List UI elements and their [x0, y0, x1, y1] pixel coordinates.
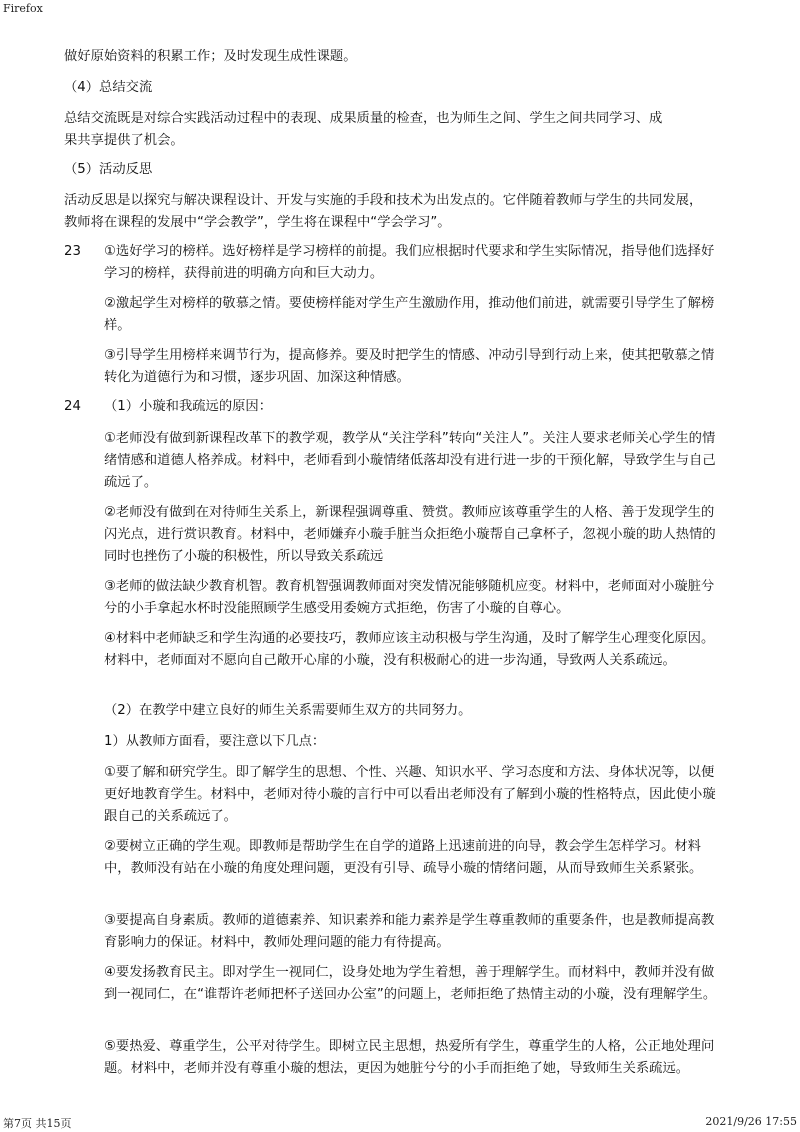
question-number: 24 [64, 399, 81, 414]
section-heading: （4）总结交流 [64, 80, 153, 95]
list-item: ③老师的做法缺少教育机智。教育机智强调教师面对突发情况能够随机应变。材料中，老师面对小璇脏兮兮的小手拿起水杯时没能照顾学生感受用委婉方式拒绝，伤害了小璇的自尊心。 [104, 579, 715, 616]
list-item: ④要发扬教育民主。即对学生一视同仁，设身处地为学生着想，善于理解学生。而材料中，教师并没有做到一视同仁，在“谁帮许老师把杯子送回办公室”的问题上，老师拒绝了热情主动的小璇，没有理解学生。 [104, 965, 717, 1002]
list-item: ①要了解和研究学生。即了解学生的思想、个性、兴趣、知识水平、学习态度和方法、身体状况等，以便更好地教育学生。材料中，老师对待小璇的言行中可以看出老师没有了解到小璇的性格特点，因此使小璇跟自己的关系疏远了。 [104, 765, 716, 824]
list-item: ②老师没有做到在对待师生关系上，新课程强调尊重、赞赏。教师应该尊重学生的人格、善于发现学生的闪光点，进行赏识教育。材料中，老师嫌弃小璇手脏当众拒绝小璇帮自己拿杯子，忽视小璇的助人热情的同时也挫伤了小璇的积极性，所以导致关系疏远 [104, 505, 716, 564]
list-item: ①选好学习的榜样。选好榜样是学习榜样的前提。我们应根据时代要求和学生实际情况，指导他们选择好学习的榜样，获得前进的明确方向和巨大动力。 [104, 244, 715, 281]
paragraph: 做好原始资料的积累工作；及时发现生成性课题。 [64, 49, 357, 64]
list-item: ②要树立正确的学生观。即教师是帮助学生在自学的道路上迅速前进的向导，教会学生怎样学习。材料中，教师没有站在小璇的角度处理问题，更没有引导、疏导小璇的情绪问题，从而导致师生关系紧张。 [104, 839, 703, 876]
section-heading: （5）活动反思 [64, 162, 153, 177]
window-title: Firefox [3, 2, 43, 15]
list-item: ④材料中老师缺乏和学生沟通的必要技巧，教师应该主动积极与学生沟通，及时了解学生心理变化原因。材料中，老师面对不愿向自己敞开心扉的小璇，没有积极耐心的进一步沟通，导致两人关系疏远。 [104, 631, 715, 668]
print-datetime: 2021/9/26 17:55 [705, 1115, 797, 1128]
page-number: 第7页 共15页 [3, 1117, 72, 1130]
list-item: ①老师没有做到新课程改革下的教学观，教学从“关注学科”转向“关注人”。关注人要求老师关心学生的情绪情感和道德人格养成。材料中，老师看到小璇情绪低落却没有进行进一步的干预化解，导致学生与自己疏远了。 [104, 431, 716, 490]
paragraph: 活动反思是以探究与解决课程设计、开发与实施的手段和技术为出发点的。它伴随着教师与学生的共同发展，教师将在课程的发展中“学会教学”，学生将在课程中“学会学习”。 [64, 193, 703, 230]
list-item: ③引导学生用榜样来调节行为，提高修养。要及时把学生的情感、冲动引导到行动上来，使其把敬慕之情转化为道德行为和习惯，逐步巩固、加深这种情感。 [104, 348, 715, 385]
paragraph: 总结交流既是对综合实践活动过程中的表现、成果质量的检查，也为师生之间、学生之间共同学习、成果共享提供了机会。 [64, 111, 663, 148]
sub-heading: 1）从教师方面看，要注意以下几点： [104, 734, 326, 749]
list-item: ⑤要热爱、尊重学生，公平对待学生。即树立民主思想，热爱所有学生，尊重学生的人格，公正地处理问题。材料中，老师并没有尊重小璇的想法，更因为她脏兮兮的小手而拒绝了她，导致师生关系疏远。 [104, 1039, 715, 1076]
question-number: 23 [64, 244, 81, 259]
list-item: ②激起学生对榜样的敬慕之情。要使榜样能对学生产生激励作用，推动他们前进，就需要引导学生了解榜样。 [104, 296, 715, 333]
sub-heading: （2）在教学中建立良好的师生关系需要师生双方的共同努力。 [104, 703, 472, 718]
sub-heading: （1）小璇和我疏远的原因： [104, 399, 273, 414]
list-item: ③要提高自身素质。教师的道德素养、知识素养和能力素养是学生尊重教师的重要条件，也是教师提高教育影响力的保证。材料中，教师处理问题的能力有待提高。 [104, 913, 715, 950]
